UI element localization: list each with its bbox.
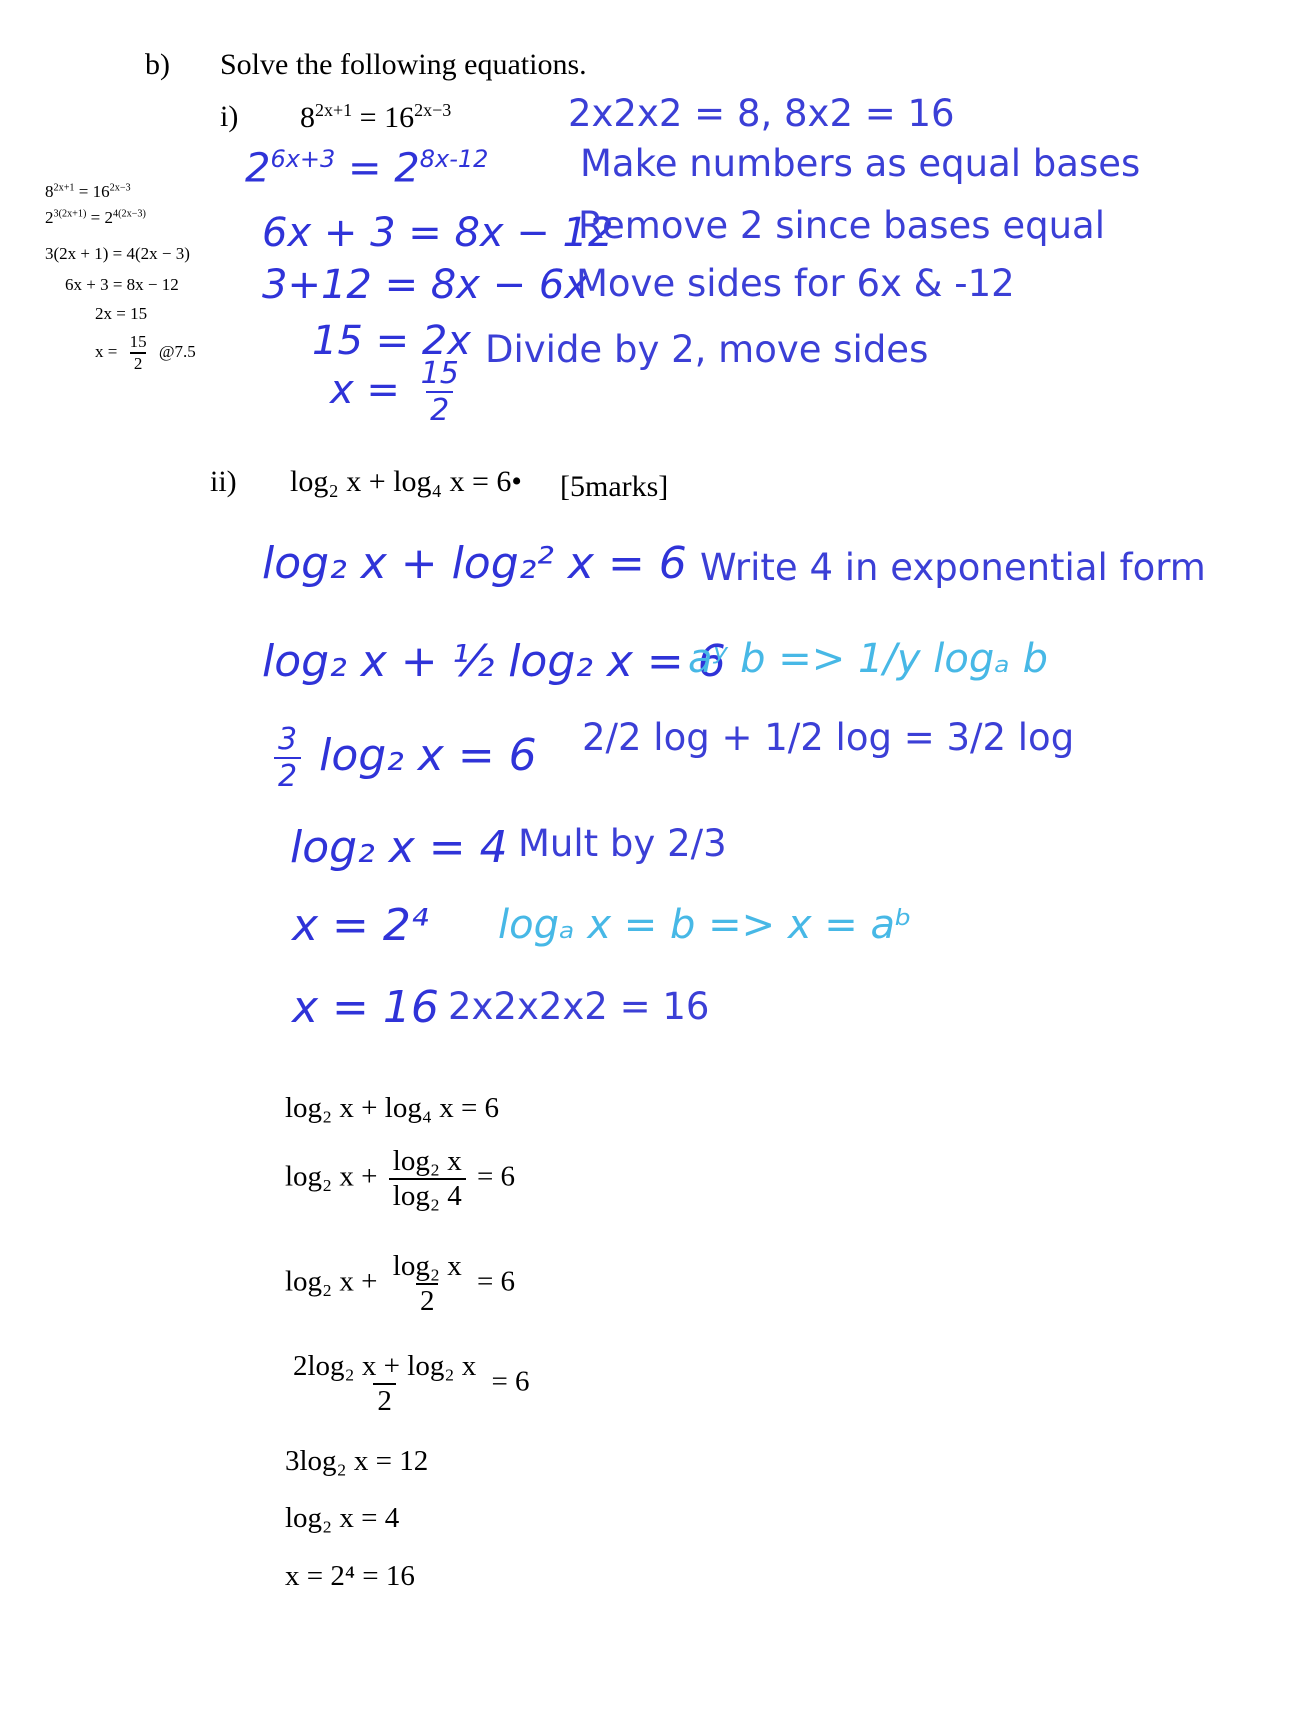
side-working-line-3: 3(2x + 1) = 4(2x − 3) [45, 244, 190, 263]
side-working-line-5: 2x = 15 [95, 304, 148, 323]
part-i-label: i) [220, 100, 239, 133]
instruction-text: Solve the following equations. [220, 48, 587, 81]
hw-i-line-1: $2^{6x+3} = 2^{8x-12}$ [245, 145, 489, 192]
solution-line-1: log₂ x + log₄ x = 6 [285, 1092, 500, 1124]
hw-i-line-5: x = $\frac{15}{2}$ [330, 356, 459, 428]
hw-ii-line-3: $\frac{3}{2}$ log₂ x = 6 [270, 722, 537, 794]
note-ii-3: Mult by 2/3 [518, 822, 727, 865]
part-b-label: b) [145, 48, 170, 81]
part-ii-equation: log₂ x + log₄ x = 6• [290, 465, 522, 498]
part-ii-label: ii) [210, 465, 237, 498]
part-i-equation: $8^{2x+1} = 16^{2x-3}$ [300, 100, 452, 134]
side-working-line-4: 6x + 3 = 8x − 12 [65, 275, 179, 294]
hw-ii-line-6: x = 16 [292, 982, 439, 1033]
marks-label: [5marks] [560, 470, 669, 503]
note-i-2: Make numbers as equal bases [580, 142, 1141, 185]
side-working-line-6: x = $\frac{15}{2}$ @7.5 [95, 332, 196, 373]
cyan-note-2: logₐ x = b => x = aᵇ [498, 902, 913, 948]
solution-line-3: log₂ x + $\frac{\text{log₂ x}}{2}$ = 6 [285, 1250, 516, 1317]
solution-line-6: log₂ x = 4 [285, 1502, 400, 1534]
note-i-1: 2x2x2 = 8, 8x2 = 16 [568, 92, 955, 135]
note-ii-1: Write 4 in exponential form [700, 546, 1206, 589]
hw-ii-line-4: log₂ x = 4 [290, 822, 508, 873]
side-working-line-1: $8^{2x+1} = 16^{2x-3}$ [45, 182, 131, 201]
hw-ii-line-5: x = 2⁴ [292, 900, 429, 951]
hw-i-line-2: 6x + 3 = 8x − 12 [262, 210, 614, 256]
note-i-5: Divide by 2, move sides [485, 328, 929, 371]
solution-line-5: 3log₂ x = 12 [285, 1445, 429, 1477]
hw-i-line-4: 15 = 2x [312, 318, 471, 364]
hw-ii-line-1: log₂ x + log₂² x = 6 [262, 538, 687, 589]
note-ii-4: 2x2x2x2 = 16 [448, 985, 710, 1028]
side-working-line-2: $2^{3(2x+1)} = 2^{4(2x-3)}$ [45, 208, 146, 227]
note-ii-2: 2/2 log + 1/2 log = 3/2 log [582, 716, 1075, 759]
note-i-3: Remove 2 since bases equal [578, 204, 1105, 247]
solution-line-7: x = 2⁴ = 16 [285, 1560, 415, 1592]
solution-line-2: log₂ x + $\frac{\text{log₂ x}}{\text{log₂ 4}}$ = 6 [285, 1145, 516, 1212]
cyan-note-1: aʸ b => 1/y logₐ b [688, 636, 1049, 682]
note-i-4: Move sides for 6x & -12 [576, 262, 1015, 305]
hw-i-line-3: 3+12 = 8x − 6x [262, 262, 588, 308]
hw-ii-line-2: log₂ x + ½ log₂ x = 6 [262, 636, 726, 687]
solution-line-4: $\frac{\text{2log₂ x + log₂ x}}{2}$ = 6 [293, 1350, 530, 1417]
